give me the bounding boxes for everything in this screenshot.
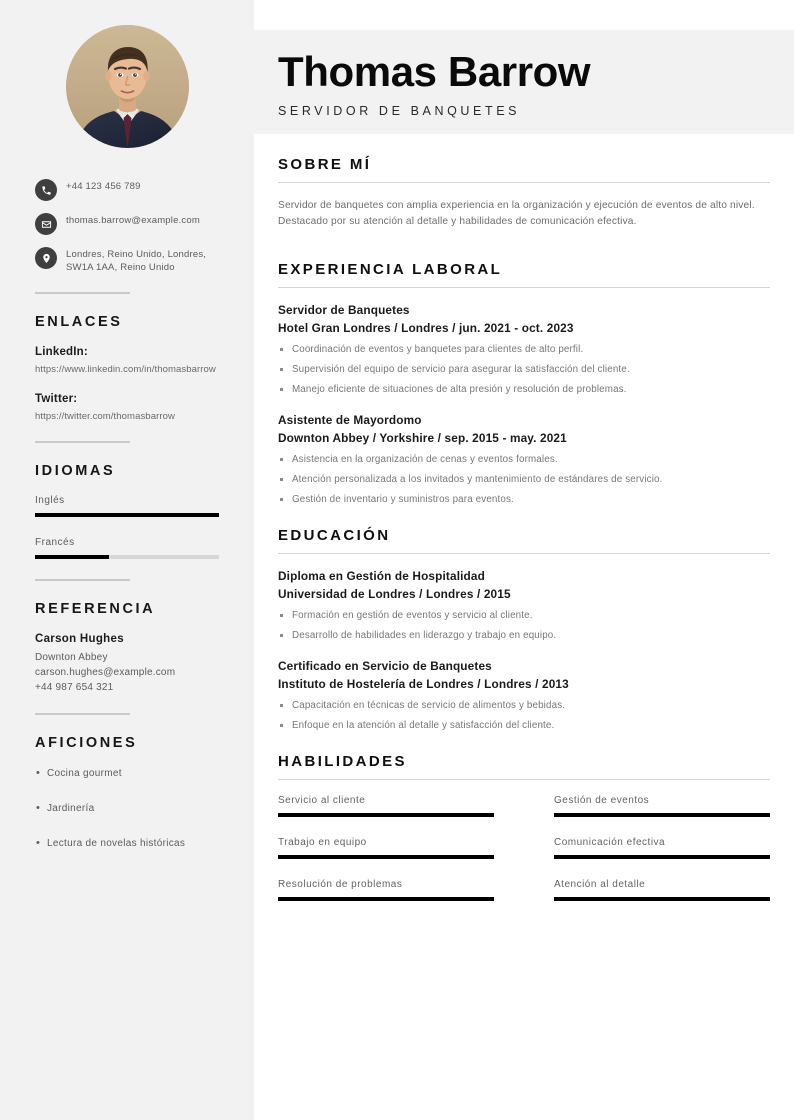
skill-item [554, 795, 770, 817]
language-fill-frances [35, 555, 109, 559]
skill-name: Resolución de problemas [278, 879, 403, 890]
section-title-sobre-mi: SOBRE MÍ [278, 156, 372, 173]
language-track-frances [35, 555, 219, 559]
skill-fill [554, 897, 770, 901]
link-item-twitter[interactable] [35, 393, 219, 423]
education-entry [278, 569, 770, 643]
link-label-linkedin: LinkedIn: [35, 346, 88, 358]
avatar [66, 25, 189, 148]
section-rule [278, 553, 770, 554]
experience-bullet: Manejo eficiente de situaciones de alta presión y resolución de problemas. [278, 382, 770, 397]
skill-track [278, 813, 494, 817]
language-name-frances: Francés [35, 537, 75, 548]
skills-grid [278, 795, 770, 921]
link-label-twitter: Twitter: [35, 393, 78, 405]
section-title-educacion: EDUCACIÓN [278, 527, 391, 544]
skill-fill [278, 855, 494, 859]
section-rule [278, 182, 770, 183]
experience-job-meta: Downton Abbey / Yorkshire / sep. 2015 - may. 2021 [278, 431, 567, 445]
skill-fill [554, 813, 770, 817]
language-fill-ingles [35, 513, 219, 517]
education-meta: Instituto de Hostelería de Londres / Londres / 2013 [278, 677, 569, 691]
experience-bullet: Atención personalizada a los invitados y mantenimiento de estándares de servicio. [278, 472, 770, 487]
reference-organization: Downton Abbey [35, 652, 108, 663]
section-about [254, 156, 794, 229]
section-title-idiomas: IDIOMAS [35, 463, 116, 479]
section-education [254, 527, 794, 733]
reference-name: Carson Hughes [35, 633, 124, 645]
name-header-band [254, 30, 794, 134]
divider-languages [35, 441, 130, 443]
education-degree: Diploma en Gestión de Hospitalidad [278, 569, 485, 583]
profile-photo-illustration [66, 25, 189, 148]
section-experience [254, 261, 794, 507]
contact-location [35, 246, 219, 274]
language-item-ingles [35, 495, 219, 517]
experience-job-title: Servidor de Banquetes [278, 303, 410, 317]
skill-track [278, 897, 494, 901]
experience-job-title: Asistente de Mayordomo [278, 413, 422, 427]
hobby-item: • Cocina gourmet [35, 767, 219, 781]
divider-links [35, 292, 130, 294]
link-url-twitter[interactable]: https://twitter.com/thomasbarrow [35, 411, 175, 422]
skill-track [554, 855, 770, 859]
photo-container [35, 0, 219, 148]
section-title-referencia: REFERENCIA [35, 601, 156, 617]
divider-hobbies [35, 713, 130, 715]
about-text: Servidor de banquetes con amplia experiencia en la organización y ejecución de eventos de alto nivel. Destacado por su atención al detalle y habilidades de comunicación efectiva. [278, 200, 755, 227]
section-title-habilidades: HABILIDADES [278, 753, 407, 770]
section-title-aficiones: AFICIONES [35, 735, 138, 751]
skill-track [554, 813, 770, 817]
experience-bullet: Coordinación de eventos y banquetes para clientes de alto perfil. [278, 342, 770, 357]
contact-phone[interactable] [35, 178, 219, 201]
location-icon [35, 247, 57, 269]
section-rule [278, 287, 770, 288]
reference-email[interactable]: carson.hughes@example.com [35, 667, 176, 678]
education-degree: Certificado en Servicio de Banquetes [278, 659, 492, 673]
skill-name: Servicio al cliente [278, 795, 366, 806]
skill-fill [278, 897, 494, 901]
skill-track [554, 897, 770, 901]
section-title-experiencia: EXPERIENCIA LABORAL [278, 261, 503, 278]
reference-card [35, 633, 219, 695]
skill-name: Atención al detalle [554, 879, 646, 890]
education-bullet: Capacitación en técnicas de servicio de alimentos y bebidas. [278, 698, 770, 713]
experience-entry [278, 303, 770, 397]
skill-item [554, 879, 770, 901]
page-title: Thomas Barrow [278, 48, 591, 95]
experience-bullet: Supervisión del equipo de servicio para asegurar la satisfacción del cliente. [278, 362, 770, 377]
section-title-enlaces: ENLACES [35, 314, 123, 330]
language-track-ingles [35, 513, 219, 517]
skill-item [554, 837, 770, 859]
experience-job-meta: Hotel Gran Londres / Londres / jun. 2021 - oct. 2023 [278, 321, 574, 335]
education-meta: Universidad de Londres / Londres / 2015 [278, 587, 511, 601]
skill-item [278, 879, 494, 901]
contact-list [35, 178, 219, 274]
sidebar [0, 0, 254, 1120]
job-role-subtitle: SERVIDOR DE BANQUETES [278, 104, 521, 118]
contact-phone-value: +44 123 456 789 [66, 181, 141, 192]
contact-email-value: thomas.barrow@example.com [66, 215, 200, 226]
email-icon [35, 213, 57, 235]
main-content [254, 0, 794, 1120]
hobby-item: • Lectura de novelas históricas [35, 837, 219, 851]
hobby-item: • Jardinería [35, 802, 219, 816]
contact-email[interactable] [35, 212, 219, 235]
phone-icon [35, 179, 57, 201]
language-name-ingles: Inglés [35, 495, 65, 506]
experience-bullet: Gestión de inventario y suministros para eventos. [278, 492, 770, 507]
section-rule [278, 779, 770, 780]
experience-bullet: Asistencia en la organización de cenas y eventos formales. [278, 452, 770, 467]
skill-item [278, 837, 494, 859]
divider-reference [35, 579, 130, 581]
skill-name: Gestión de eventos [554, 795, 650, 806]
education-bullet: Formación en gestión de eventos y servicio al cliente. [278, 608, 770, 623]
link-url-linkedin[interactable]: https://www.linkedin.com/in/thomasbarrow [35, 364, 216, 375]
education-bullet: Desarrollo de habilidades en liderazgo y trabajo en equipo. [278, 628, 770, 643]
reference-phone[interactable]: +44 987 654 321 [35, 682, 114, 693]
skill-item [278, 795, 494, 817]
link-item-linkedin[interactable] [35, 346, 219, 376]
education-entry [278, 659, 770, 733]
skill-fill [278, 813, 494, 817]
skill-name: Trabajo en equipo [278, 837, 367, 848]
education-bullet: Enfoque en la atención al detalle y satisfacción del cliente. [278, 718, 770, 733]
skill-track [278, 855, 494, 859]
contact-location-value: Londres, Reino Unido, Londres, SW1A 1AA, Reino Unido [66, 249, 207, 273]
skill-name: Comunicación efectiva [554, 837, 666, 848]
experience-entry [278, 413, 770, 507]
language-item-frances [35, 537, 219, 559]
skill-fill [554, 855, 770, 859]
section-skills [254, 753, 794, 921]
